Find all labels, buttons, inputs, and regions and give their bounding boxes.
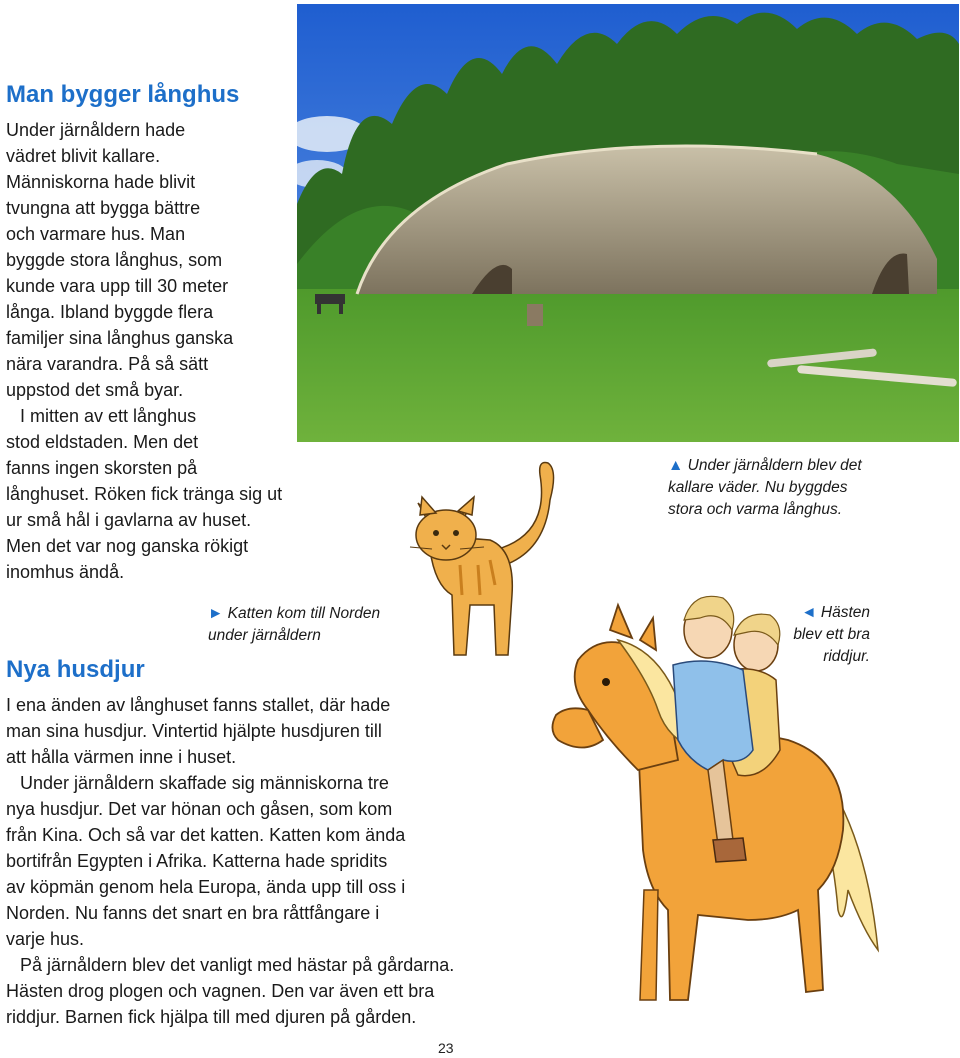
caption-line: Under järnåldern blev det <box>687 457 862 474</box>
caption-line: stora och varma långhus. <box>668 501 843 518</box>
text-line: På järnåldern blev det vanligt med hästar på gårdarna. <box>20 955 455 975</box>
caption-line: riddjur. <box>823 648 870 665</box>
caption-line: under järnåldern <box>208 627 321 644</box>
text-line: uppstod det små byar. <box>6 380 184 400</box>
page-number: 23 <box>438 1040 454 1056</box>
section-heading-new-pets: Nya husdjur <box>6 656 145 683</box>
text-line: man sina husdjur. Vintertid hjälpte husdjuren till <box>6 721 382 741</box>
caption-line: kallare väder. Nu byggdes <box>668 479 848 496</box>
text-line: Under järnåldern hade <box>6 120 186 140</box>
longhouse-text <box>6 117 336 585</box>
horse-with-children-illustration <box>548 590 888 1030</box>
text-line: Hästen drog plogen och vagnen. Den var även ett bra <box>6 981 435 1001</box>
section-heading-longhouse: Man bygger långhus <box>6 81 240 108</box>
triangle-left-icon: ◄ <box>801 604 817 621</box>
text-line: I mitten av ett långhus <box>20 406 197 426</box>
text-line: inomhus ändå. <box>6 562 125 582</box>
text-line: byggde stora långhus, som <box>6 250 223 270</box>
cat-illustration <box>400 455 560 665</box>
text-line: ur små hål i gavlarna av huset. <box>6 510 252 530</box>
text-line: varje hus. <box>6 929 85 949</box>
caption-line: Hästen <box>820 604 870 621</box>
caption-line: blev ett bra <box>793 626 870 643</box>
text-line: av köpmän genom hela Europa, ända upp till oss i <box>6 877 406 897</box>
caption-line: Katten kom till Norden <box>227 605 381 622</box>
longhouse-photo-caption <box>668 455 862 521</box>
text-line: riddjur. Barnen fick hjälpa till med djuren på gården. <box>6 1007 417 1027</box>
triangle-right-icon: ► <box>208 605 224 622</box>
text-line: långa. Ibland byggde flera <box>6 302 214 322</box>
cat-caption <box>208 603 380 647</box>
text-line: bortifrån Egypten i Afrika. Katterna hade spridits <box>6 851 388 871</box>
text-line: att hålla värmen inne i huset. <box>6 747 237 767</box>
new-pets-text <box>6 692 526 1030</box>
text-line: Men det var nog ganska rökigt <box>6 536 249 556</box>
text-line: vädret blivit kallare. <box>6 146 161 166</box>
text-line: stod eldstaden. Men det <box>6 432 199 452</box>
text-line: I ena änden av långhuset fanns stallet, där hade <box>6 695 391 715</box>
text-line: Människorna hade blivit <box>6 172 196 192</box>
text-line: nya husdjur. Det var hönan och gåsen, som kom <box>6 799 393 819</box>
triangle-up-icon: ▲ <box>668 457 684 474</box>
text-line: familjer sina långhus ganska <box>6 328 234 348</box>
text-line: nära varandra. På så sätt <box>6 354 209 374</box>
text-line: och varmare hus. Man <box>6 224 186 244</box>
text-line: Norden. Nu fanns det snart en bra råttfångare i <box>6 903 380 923</box>
text-line: från Kina. Och så var det katten. Katten kom ända <box>6 825 406 845</box>
text-line: långhuset. Röken fick tränga sig ut <box>6 484 283 504</box>
text-line: Under järnåldern skaffade sig människorna tre <box>20 773 389 793</box>
text-line: tvungna att bygga bättre <box>6 198 201 218</box>
text-line: kunde vara upp till 30 meter <box>6 276 229 296</box>
longhouse-photo <box>297 4 959 442</box>
text-line: fanns ingen skorsten på <box>6 458 198 478</box>
